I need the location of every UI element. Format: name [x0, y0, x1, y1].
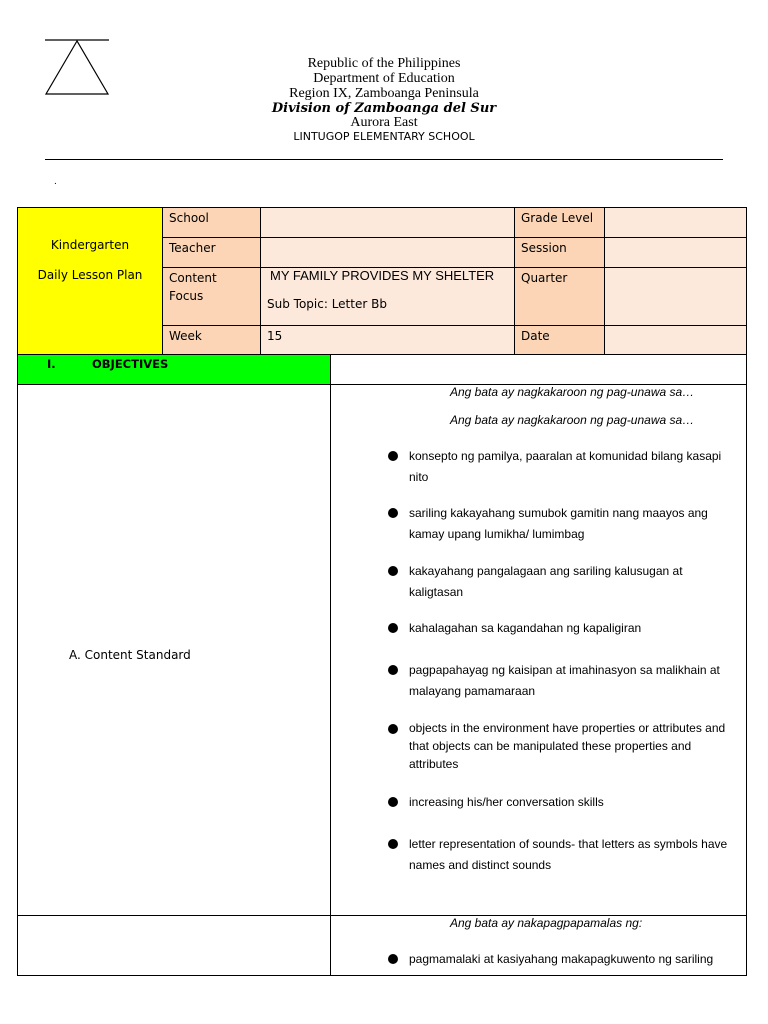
header-divider [45, 159, 723, 160]
header-region: Region IX, Zamboanga Peninsula [289, 86, 479, 101]
header-department: Department of Education [313, 71, 455, 86]
performance-standard-label-cell [17, 915, 331, 976]
content-standard-label: A. Content Standard [69, 648, 191, 662]
bullet-icon [388, 665, 398, 675]
week-field[interactable]: 15 [260, 325, 515, 355]
list-item: kahalagahan sa kagandahan ng kapaligiran [388, 618, 738, 639]
content-standard-intro-2: Ang bata ay nagkakaroon ng pag-unawa sa… [450, 413, 695, 427]
list-item: objects in the environment have properties or attributes and that objects can be manipulated these properties and attributes [388, 719, 738, 773]
teacher-field[interactable] [260, 237, 515, 268]
bullet-icon [388, 566, 398, 576]
objectives-header [17, 354, 331, 385]
list-item: konsepto ng pamilya, paaralan at komunidad bilang kasapi nito [388, 446, 738, 488]
school-label: School [162, 207, 261, 238]
objectives-header-blank [330, 354, 747, 385]
content-standard-intro-1: Ang bata ay nagkakaroon ng pag-unawa sa… [450, 385, 695, 399]
sub-topic-value: Sub Topic: Letter Bb [267, 297, 387, 311]
quarter-field[interactable] [604, 267, 747, 326]
bullet-icon [388, 797, 398, 807]
objectives-number: I. [47, 357, 56, 371]
content-focus-label-line2: Focus [169, 289, 204, 303]
content-focus-label-line1: Content [169, 271, 217, 285]
school-field[interactable] [260, 207, 515, 238]
grade-level-label: Grade Level [514, 207, 605, 238]
content-focus-value: MY FAMILY PROVIDES MY SHELTER [270, 268, 495, 283]
plan-title-dlp: Daily Lesson Plan [37, 268, 143, 282]
list-item: pagmamalaki at kasiyahang makapagkuwento ng sariling [388, 949, 738, 970]
bullet-icon [388, 508, 398, 518]
session-label: Session [514, 237, 605, 268]
bullet-icon [388, 839, 398, 849]
bullet-icon [388, 451, 398, 461]
grade-level-field[interactable] [604, 207, 747, 238]
bullet-icon [388, 954, 398, 964]
content-focus-label [162, 267, 261, 326]
stray-dot: . [54, 176, 57, 187]
bullet-icon [388, 623, 398, 633]
header-school: LINTUGOP ELEMENTARY SCHOOL [293, 130, 475, 143]
list-item: kakayahang pangalagaan ang sariling kalusugan at kaligtasan [388, 561, 738, 603]
plan-title-cell [17, 207, 163, 355]
objectives-title: OBJECTIVES [92, 357, 169, 371]
quarter-label: Quarter [514, 267, 605, 326]
date-label: Date [514, 325, 605, 355]
week-label: Week [162, 325, 261, 355]
bullet-icon [388, 724, 398, 734]
teacher-label: Teacher [162, 237, 261, 268]
list-item: sariling kakayahang sumubok gamitin nang maayos ang kamay upang lumikha/ lumimbag [388, 503, 738, 545]
performance-standard-intro: Ang bata ay nakapagpapamalas ng: [450, 916, 643, 930]
plan-title-grade: Kindergarten [50, 238, 130, 252]
header-division: Division of Zamboanga del Sur [271, 101, 497, 116]
session-field[interactable] [604, 237, 747, 268]
date-field[interactable] [604, 325, 747, 355]
content-focus-field[interactable] [260, 267, 515, 326]
list-item: pagpapahayag ng kaisipan at imahinasyon sa malikhain at malayang pamamaraan [388, 660, 738, 702]
header-district: Aurora East [350, 115, 418, 130]
header-republic: Republic of the Philippines [307, 56, 461, 71]
list-item: letter representation of sounds- that letters as symbols have names and distinct sounds [388, 834, 738, 876]
list-item: increasing his/her conversation skills [388, 792, 738, 813]
